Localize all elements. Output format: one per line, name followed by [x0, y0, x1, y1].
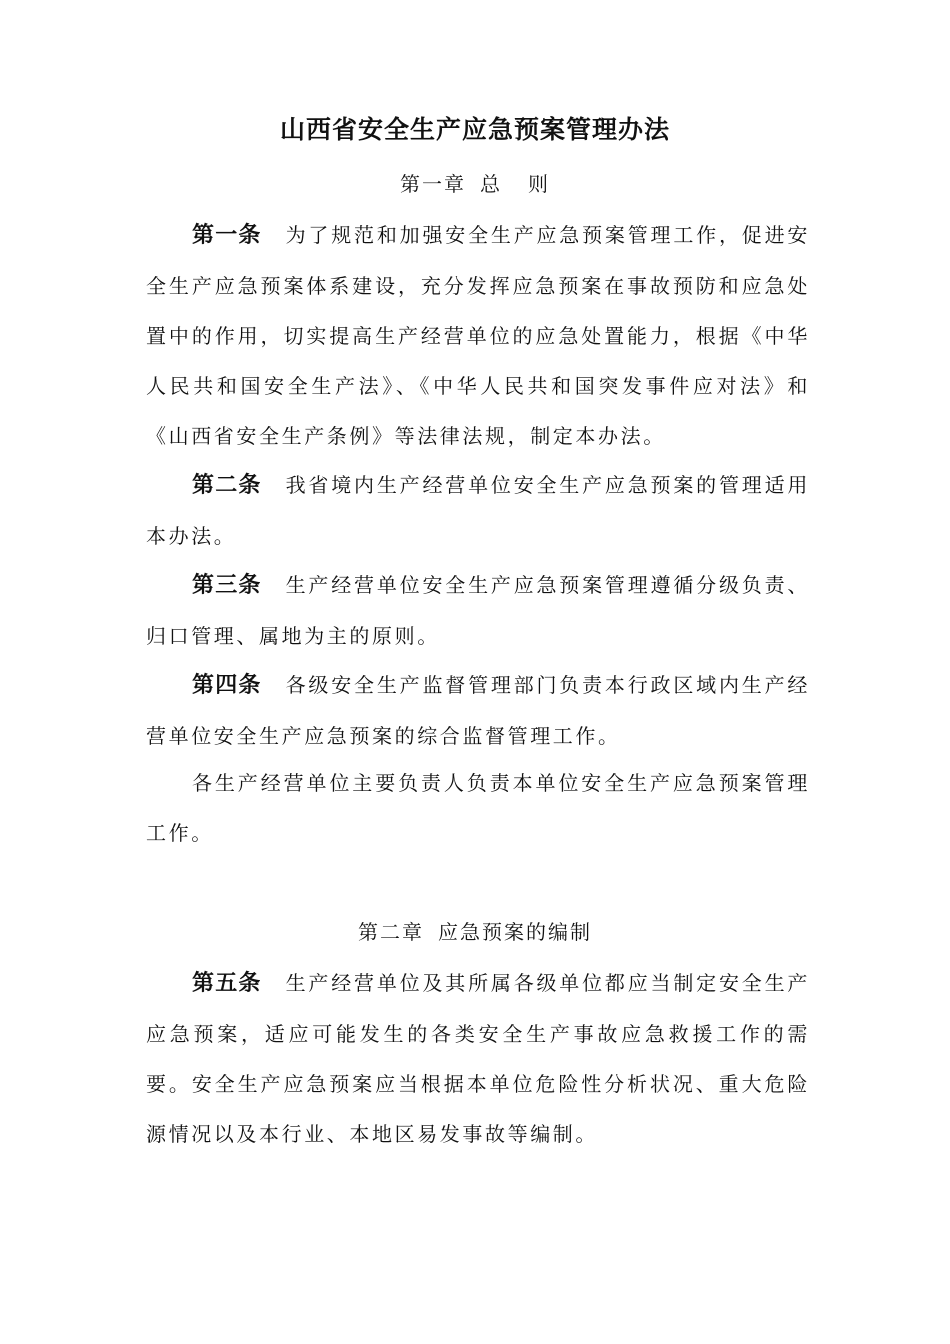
article-4 [146, 660, 810, 761]
article-3 [146, 560, 810, 661]
chapter-name: 应急预案的编制 [438, 920, 592, 944]
article-number: 第二条 [192, 473, 262, 498]
article-text: 我省境内生产经营单位安全生产应急预案的管理适用本办法。 [146, 473, 810, 548]
article-2 [146, 460, 810, 561]
article-text: 生产经营单位及其所属各级单位都应当制定安全生产应急预案，适应可能发生的各类安全生产事故应急救援工作的需要。安全生产应急预案应当根据本单位危险性分析状况、重大危险源情况以及本行业、本地区易发事故等编制。 [146, 971, 810, 1146]
chapter-label: 第一章 [400, 172, 466, 196]
article-5 [146, 958, 810, 1159]
article-1 [146, 210, 810, 461]
article-text: 各级安全生产监督管理部门负责本行政区域内生产经营单位安全生产应急预案的综合监督管理工作。 [146, 673, 810, 748]
chapter-name-part1: 总 [480, 172, 502, 196]
article-number: 第五条 [192, 971, 262, 996]
chapter-name-part2: 则 [528, 172, 550, 196]
document-title: 山西省安全生产应急预案管理办法 [279, 115, 670, 144]
article-text: 为了规范和加强安全生产应急预案管理工作，促进安全生产应急预案体系建设，充分发挥应急预案在事故预防和应急处置中的作用，切实提高生产经营单位的应急处置能力，根据《中华人民共和国安全生产法》、《中华人民共和国突发事件应对法》和《山西省安全生产条例》等法律法规，制定本办法。 [146, 223, 810, 448]
article-number: 第三条 [192, 573, 262, 598]
article-number: 第四条 [192, 673, 262, 698]
article-4-paragraph-2 [146, 758, 810, 858]
chapter-heading-2 [0, 916, 950, 948]
paragraph-text: 各生产经营单位主要负责人负责本单位安全生产应急预案管理工作。 [146, 771, 810, 845]
article-text: 生产经营单位安全生产应急预案管理遵循分级负责、归口管理、属地为主的原则。 [146, 573, 810, 648]
article-number: 第一条 [192, 223, 262, 248]
chapter-label: 第二章 [358, 920, 424, 944]
chapter-heading-1 [0, 168, 950, 200]
